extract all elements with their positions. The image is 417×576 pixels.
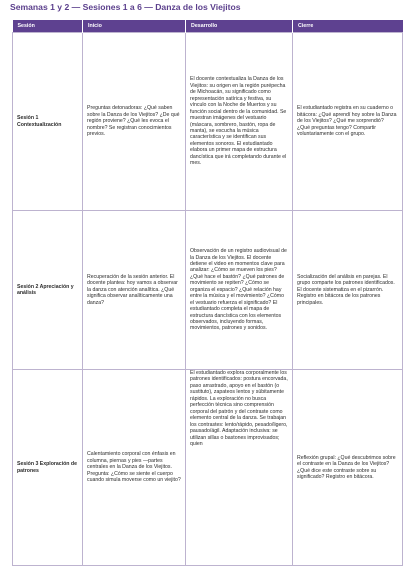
cierre-cell: El estudiantado registra en su cuaderno o bitácora: ¿Qué aprendí hoy sobre la Danza de los Viejitos? ¿Qué me sorprendió? ¿Qué preguntas tengo? Compartir voluntariamente con el grupo.	[293, 33, 403, 211]
cierre-cell: Reflexión grupal: ¿Qué descubrimos sobre el contraste en la Danza de los Viejitos? ¿Qué dice este contraste sobre su significado? Registro en bitácora.	[293, 370, 403, 566]
session-cell: Sesión 3 Exploración de patrones	[13, 370, 83, 566]
inicio-cell: Calentamiento corporal con énfasis en columna, piernas y pies —partes centrales en la Danza de los Viejitos. Pregunta: ¿Cómo se siente el cuerpo cuando simula moverse como un viejito?	[83, 370, 186, 566]
table-row	[13, 370, 403, 566]
lesson-plan-table	[12, 20, 403, 566]
table-row	[13, 211, 403, 370]
header-desarrollo: Desarrollo	[186, 20, 293, 33]
header-sesion: Sesión	[13, 20, 83, 33]
header-cierre: Cierre	[293, 20, 403, 33]
desarrollo-cell: El docente contextualiza la Danza de los Viejitos: su origen en la región purépecha de Michoacán, su significado como representación satírica y festiva, su vínculo con la Noche de Muertos y su función social dentro de la comunidad. Se muestran imágenes del vestuario (máscara, sombrero, bastón, ropa de manta), se escucha la música característica y se identifican sus elementos sonoros. El estudiantado elabora un primer mapa de estructura dancística que irá completando durante el mes.	[186, 33, 293, 211]
session-cell: Sesión 2 Apreciación y análisis	[13, 211, 83, 370]
desarrollo-cell: El estudiantado explora corporalmente los patrones identificados: postura encorvada, paso arrastrado, apoyo en el bastón (o sustituto), zapateos lentos y súbitamente rápidos. La exploración no busca perfección técnica sino comprensión corporal del patrón y del contraste como elemento central de la danza. Se trabajan los contrastes: lento/rápido, pesado/ligero, pausado/ágil. Adaptación inclusiva: se utilizan sillas o bastones improvisados; quien	[186, 370, 293, 566]
inicio-cell: Recuperación de la sesión anterior. El docente plantea: hoy vamos a observar la danza con atención analítica. ¿Qué significa observar analíticamente una danza?	[83, 211, 186, 370]
cierre-cell: Socialización del análisis en parejas. El grupo comparte los patrones identificados. El docente sistematiza en el pizarrón. Registro en bitácora de los patrones principales.	[293, 211, 403, 370]
header-inicio: Inicio	[83, 20, 186, 33]
table-header-row	[13, 20, 403, 33]
table-row	[13, 33, 403, 211]
inicio-cell: Preguntas detonadoras: ¿Qué saben sobre la Danza de los Viejitos? ¿De qué región proviene? ¿Qué les evoca el nombre? Se registran conocimientos previos.	[83, 33, 186, 211]
page-title: Semanas 1 y 2 — Sesiones 1 a 6 — Danza de los Viejitos	[10, 2, 241, 12]
desarrollo-cell: Observación de un registro audiovisual de la Danza de los Viejitos. El docente detiene el video en momentos clave para analizar: ¿Cómo se mueven los pies? ¿Qué hace el bastón? ¿Qué patrones de movimiento se repiten? ¿Cómo se organiza el espacio? ¿Qué relación hay entre la música y el movimiento? ¿Cómo el vestuario refuerza el significado? El estudiantado completa el mapa de estructura dancística con los elementos observados, incluyendo formas, movimientos, patrones y sonidos.	[186, 211, 293, 370]
session-cell: Sesión 1 Contextualización	[13, 33, 83, 211]
